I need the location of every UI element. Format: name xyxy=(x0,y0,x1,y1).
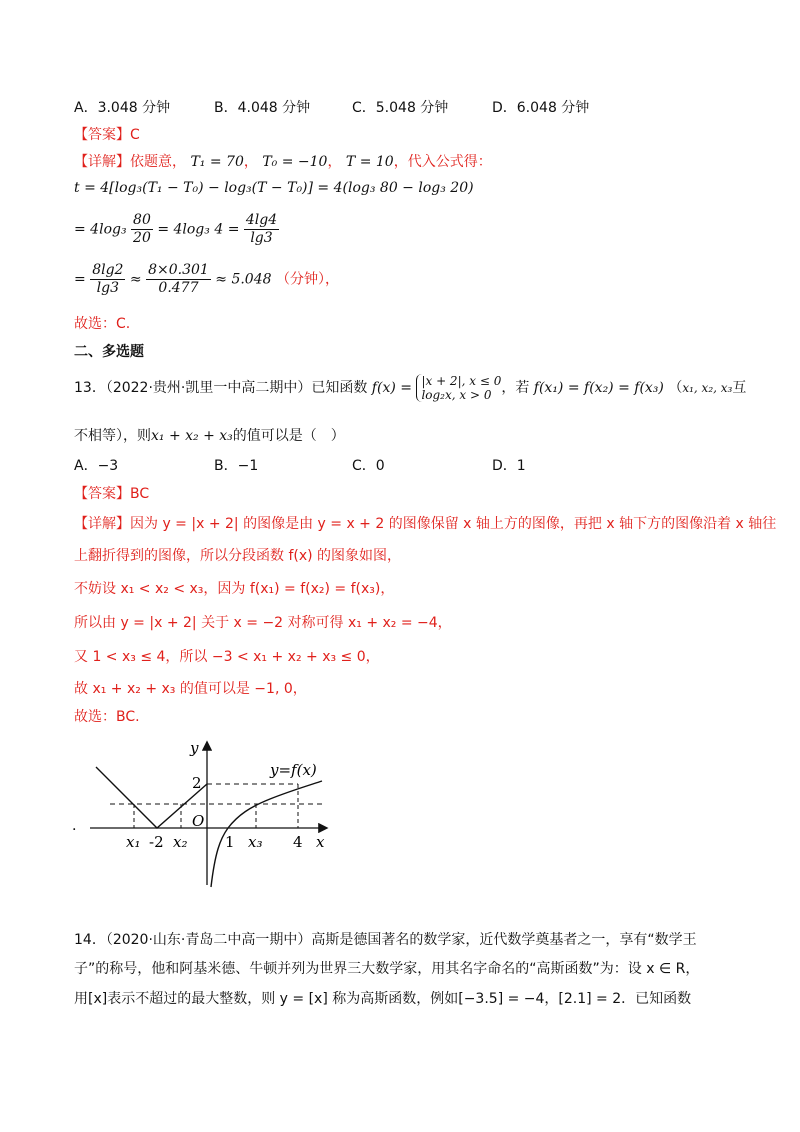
detail-intro: 依题意， xyxy=(130,154,186,170)
x-tick-x2: x₂ xyxy=(173,833,188,851)
answer-value: BC xyxy=(130,486,150,502)
y-axis-label: y xyxy=(190,739,199,757)
detail-label: 【详解】 xyxy=(74,154,130,170)
detail-line-3: 不妨设 x₁ < x₂ < x₃，因为 f(x₁) = f(x₂) = f(x₃)， xyxy=(74,581,395,597)
curve-label: y=f(x) xyxy=(270,761,317,779)
x-axis-label: x xyxy=(316,833,325,851)
option-d: D．6.048 分钟 xyxy=(492,100,590,116)
answer-label: 【答案】 xyxy=(74,127,130,143)
q14-line-1: 14．（2020·山东·青岛二中高一期中）高斯是德国著名的数学家，近代数学奠基者之一，享有“数学王 xyxy=(74,932,697,948)
equation-3: = $\frac{8\lg 2}{\lg 3}$ ≈ $\frac{8\times 0.301}{0.477}$ ≈ 5.048 （分钟）， xyxy=(74,262,339,296)
substitute-text: ，代入公式得： xyxy=(393,154,492,170)
function-graph xyxy=(70,735,340,895)
unit-text: （分钟）， xyxy=(275,271,339,288)
given-t0: T₀ = −10 xyxy=(262,154,328,170)
option-a: A．−3 xyxy=(74,458,119,474)
fraction: $\frac{8\lg 2}{\lg 3}$ xyxy=(92,262,124,296)
x-tick-1: 1 xyxy=(225,833,235,851)
answer-label: 【答案】 xyxy=(74,486,130,502)
condition: f(x₁) = f(x₂) = f(x₃) xyxy=(533,380,664,396)
detail-line-1: 【详解】因为 y = |x + 2| 的图像是由 y = x + 2 的图像保留 x 轴上方的图像，再把 x 轴下方的图像沿着 x 轴往 xyxy=(74,516,777,532)
option-a: A．3.048 分钟 xyxy=(74,100,171,116)
answer-line xyxy=(74,124,140,144)
x-tick-neg2: -2 xyxy=(149,833,164,851)
detail-line-2: 上翻折得到的图像，所以分段函数 f(x) 的图象如图， xyxy=(74,548,402,564)
detail-line-4: 所以由 y = |x + 2| 关于 x = −2 对称可得 x₁ + x₂ = −4， xyxy=(74,615,452,631)
detail-line-5: 又 1 < x₃ ≤ 4，所以 −3 < x₁ + x₂ + x₃ ≤ 0， xyxy=(74,649,380,665)
x-tick-x3: x₃ xyxy=(248,833,263,851)
fraction: $\frac{80}{20}$ xyxy=(133,212,151,246)
given-t: T = 10 xyxy=(345,154,394,170)
conclusion-13: 故选：BC. xyxy=(74,709,140,725)
q14-line-3: 用[x]表示不超过的最大整数，则 y = [x] 称为高斯函数，例如[−3.5] = −4，[2.1] = 2．已知函数 xyxy=(74,991,692,1007)
origin-label: O xyxy=(192,812,205,830)
equation-2: = 4log₃ $\frac{80}{20}$ = 4log₃ 4 = $\frac{4\lg 4}{\lg 3}$ xyxy=(74,212,278,246)
answer-value: C xyxy=(130,127,140,143)
q13-stem-line1: 13．（2022·贵州·凯里一中高二期中）已知函数 f(x) = |x + 2|, x ≤ 0 log₂x, x > 0 ，若 f(x₁) = f(x₂) = f(x₃) （x₁, x₂, x₃互 xyxy=(74,374,747,402)
answer-line xyxy=(74,483,149,503)
detail-line: 【详解】依题意， T₁ = 70， T₀ = −10， T = 10，代入公式得： xyxy=(74,154,492,170)
detail-line-6: 故 x₁ + x₂ + x₃ 的值可以是 −1, 0， xyxy=(74,681,307,697)
fraction: $\frac{8\times 0.301}{0.477}$ xyxy=(148,262,209,296)
function-name: f(x) = xyxy=(371,380,412,396)
abs-branch xyxy=(96,767,207,828)
option-b: B．4.048 分钟 xyxy=(214,100,311,116)
q13-stem-line2: 不相等），则x₁ + x₂ + x₃的值可以是（ ） xyxy=(74,428,345,444)
equation-1: t = 4[log₃(T₁ − T₀) − log₃(T − T₀)] = 4(log₃ 80 − log₃ 20) xyxy=(74,180,474,196)
option-c: C．0 xyxy=(352,458,385,474)
x-tick-4: 4 xyxy=(293,833,303,851)
section-heading: 二、多选题 xyxy=(74,344,144,360)
option-b: B．−1 xyxy=(214,458,259,474)
conclusion-12: 故选：C. xyxy=(74,316,131,332)
given-t1: T₁ = 70 xyxy=(190,154,244,170)
stray-dot: . xyxy=(72,818,77,834)
x-tick-x1: x₁ xyxy=(126,833,141,851)
y-tick-2: 2 xyxy=(192,774,202,792)
fraction: $\frac{4\lg 4}{\lg 3}$ xyxy=(245,212,278,246)
option-d: D．1 xyxy=(492,458,526,474)
detail-label: 【详解】 xyxy=(74,516,130,532)
piecewise-brace: |x + 2|, x ≤ 0 log₂x, x > 0 xyxy=(416,374,501,402)
q14-line-2: 子”的称号，他和阿基米德、牛顿并列为世界三大数学家，用其名字命名的“高斯函数”为：设 x ∈ R， xyxy=(74,961,700,977)
option-c: C．5.048 分钟 xyxy=(352,100,449,116)
